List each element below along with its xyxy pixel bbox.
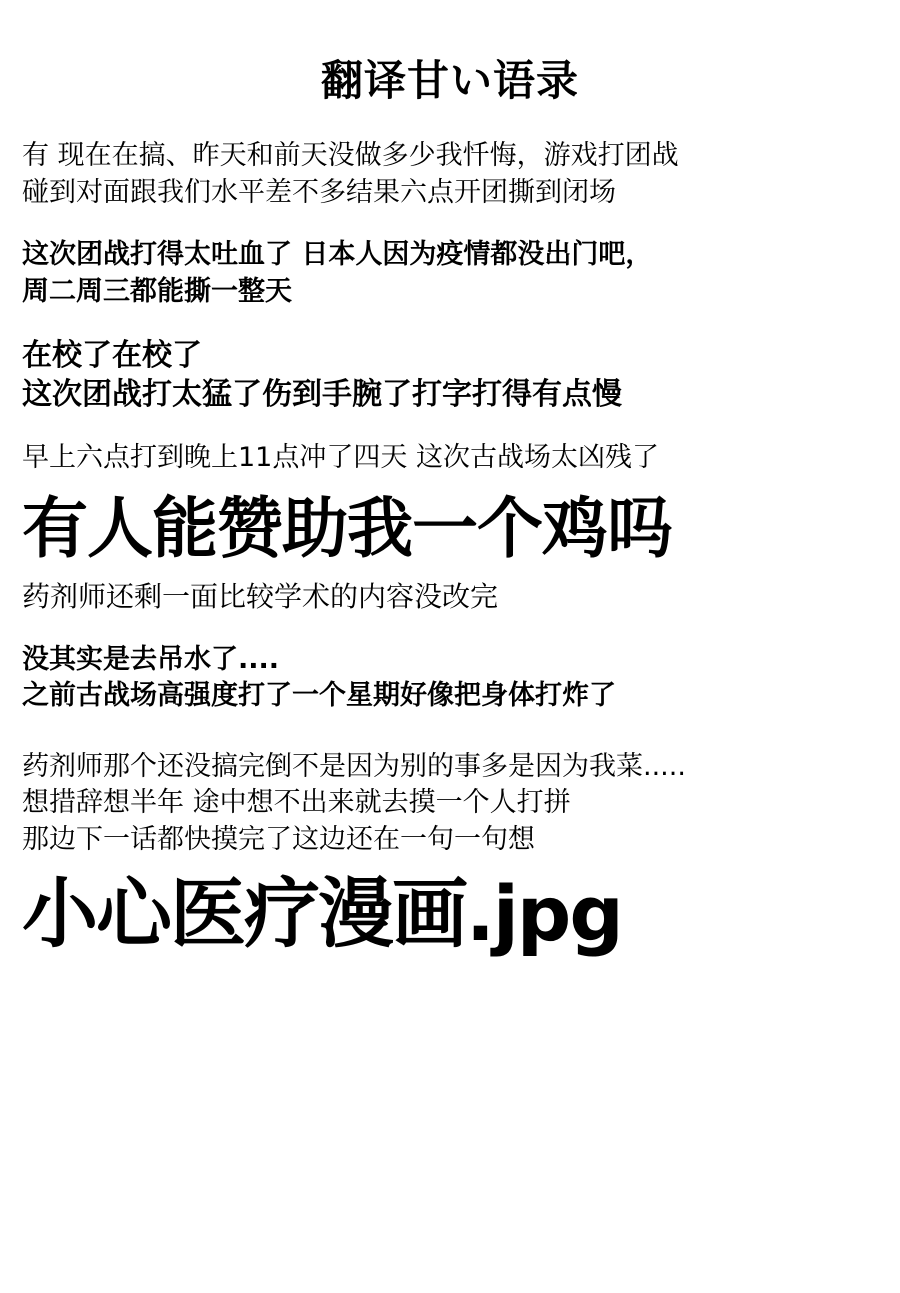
quote-line: 周二周三都能撕一整天 (22, 275, 292, 307)
quote-line: 在校了在校了 (22, 337, 202, 373)
closing-headline (22, 869, 878, 959)
quote-block-7 (22, 642, 878, 715)
quote-block-6 (22, 578, 878, 616)
quote-line: 这次团战打太猛了伤到手腕了打字打得有点慢 (22, 376, 622, 412)
quote-line: 这次团战打得太吐血了 日本人因为疫情都没出门吧， (22, 239, 653, 271)
quote-line: 有 现在在搞、昨天和前天没做多少我忏悔，游戏打团战 (22, 140, 679, 172)
quote-line: 药剂师还剩一面比较学术的内容没改完 (22, 580, 499, 614)
quote-line: 那边下一话都快摸完了这边还在一句一句想 (22, 823, 535, 855)
quote-block-5-headline (22, 490, 878, 568)
quote-block-8 (22, 749, 878, 858)
quote-line: 没其实是去吊水了.... (22, 644, 280, 676)
quote-block-2 (22, 237, 878, 310)
quote-line: 小心医疗漫画.jpg (22, 869, 622, 959)
quote-line: 药剂师那个还没搞完倒不是因为别的事多是因为我菜..... (22, 750, 686, 782)
quote-line: 有人能赞助我一个鸡吗 (22, 490, 672, 568)
quote-line: 之前古战场高强度打了一个星期好像把身体打炸了 (22, 680, 616, 712)
quote-line: 早上六点打到晚上11点冲了四天 这次古战场太凶残了 (22, 441, 659, 473)
quote-line: 碰到对面跟我们水平差不多结果六点开团撕到闭场 (22, 176, 616, 208)
quote-block-3 (22, 336, 878, 414)
quote-line: 想措辞想半年 途中想不出来就去摸一个人打拼 (22, 787, 571, 819)
quote-block-1 (22, 138, 878, 211)
quote-block-4 (22, 440, 878, 476)
page-title: 翻译甘い语录 (320, 56, 579, 105)
